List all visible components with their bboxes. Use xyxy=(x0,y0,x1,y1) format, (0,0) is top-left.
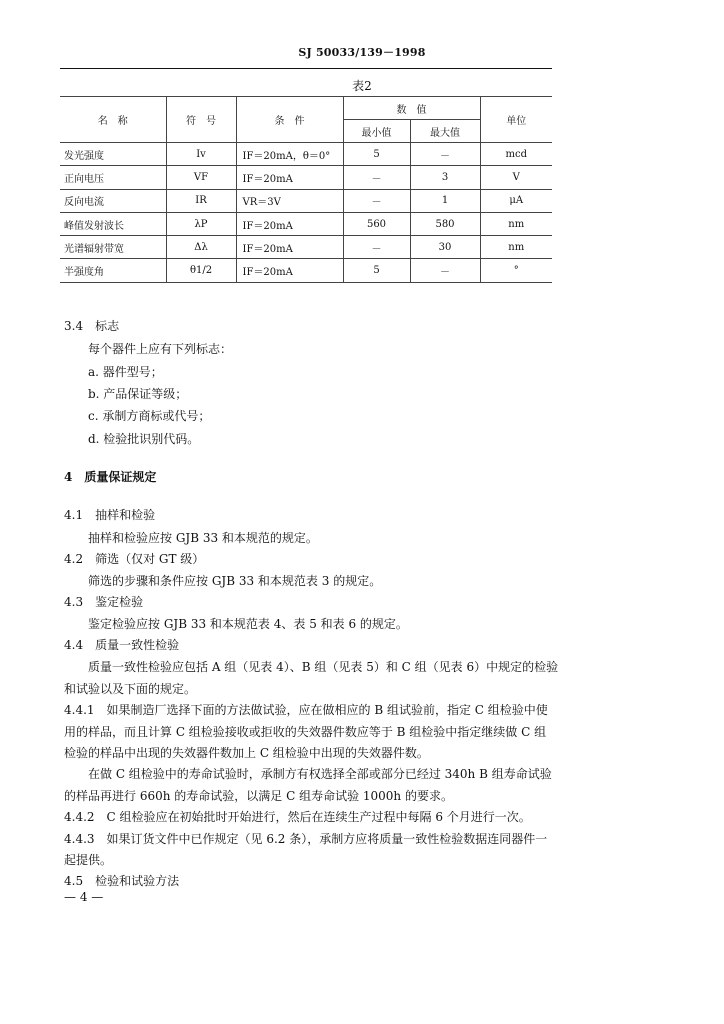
cell-max: 30 xyxy=(410,236,480,259)
table-row xyxy=(60,259,552,282)
spec-table xyxy=(60,96,552,283)
cell-unit: V xyxy=(480,166,552,189)
section-4-3-text: 鉴定检验应按 GJB 33 和本规范表 4、表 5 和表 6 的规定。 xyxy=(88,617,408,631)
table-row xyxy=(60,212,552,235)
section-3-4-intro: 每个器件上应有下列标志： xyxy=(88,342,233,356)
table-row xyxy=(60,143,552,166)
marking-item-d: d. 检验批识别代码。 xyxy=(88,432,200,446)
cell-name: 半强度角 xyxy=(60,259,166,282)
cell-max: 580 xyxy=(410,212,480,235)
life-test-line-1: 在做 C 组检验中的寿命试验时，承制方有权选择全部或部分已经过 340h B 组寿命试验 xyxy=(88,767,552,781)
section-4-heading: 4 质量保证规定 xyxy=(64,470,157,484)
section-3-4-heading: 3.4 标志 xyxy=(64,319,120,333)
cell-max: 3 xyxy=(410,166,480,189)
cell-symbol: Iv xyxy=(166,143,236,166)
table-row xyxy=(60,166,552,189)
page-number: — 4 — xyxy=(64,890,104,904)
section-4-4-1-line-2: 用的样品，而且计算 C 组检验接收或拒收的失效器件数应等于 B 组检验中指定继续做 C 组 xyxy=(64,725,547,739)
header-name: 名 称 xyxy=(60,97,166,143)
header-unit: 单位 xyxy=(480,97,552,143)
cell-condition: IF＝20mA xyxy=(236,166,343,189)
document-code: SJ 50033/139－1998 xyxy=(298,46,426,59)
section-4-2-heading: 4.2 筛选（仅对 GT 级） xyxy=(64,552,205,566)
cell-min: － xyxy=(343,189,410,212)
section-4-1-text: 抽样和检验应按 GJB 33 和本规范的规定。 xyxy=(88,531,318,545)
table-row xyxy=(60,236,552,259)
cell-condition: IF＝20mA xyxy=(236,259,343,282)
cell-condition: IF＝20mA xyxy=(236,212,343,235)
header-condition: 条 件 xyxy=(236,97,343,143)
header-value: 数 值 xyxy=(343,97,480,120)
cell-symbol: VF xyxy=(166,166,236,189)
section-4-1-heading: 4.1 抽样和检验 xyxy=(64,508,156,522)
header-symbol: 符 号 xyxy=(166,97,236,143)
section-4-4-3-line-2: 起提供。 xyxy=(64,853,113,867)
cell-max: － xyxy=(410,143,480,166)
cell-min: － xyxy=(343,166,410,189)
cell-name: 正向电压 xyxy=(60,166,166,189)
life-test-line-2: 的样品再进行 660h 的寿命试验，以满足 C 组寿命试验 1000h 的要求。 xyxy=(64,789,453,803)
cell-symbol: θ1/2 xyxy=(166,259,236,282)
table-header-row xyxy=(60,97,552,120)
cell-min: 5 xyxy=(343,143,410,166)
cell-max: － xyxy=(410,259,480,282)
section-4-4-2-text: 4.4.2 C 组检验应在初始批时开始进行，然后在连续生产过程中每隔 6 个月进行一次。 xyxy=(64,810,531,824)
cell-symbol: λP xyxy=(166,212,236,235)
header-min: 最小值 xyxy=(343,120,410,143)
cell-condition: VR＝3V xyxy=(236,189,343,212)
section-4-4-3-line-1: 4.4.3 如果订货文件中已作规定（见 6.2 条），承制方应将质量一致性检验数据连同器件一 xyxy=(64,832,548,846)
cell-name: 峰值发射波长 xyxy=(60,212,166,235)
cell-symbol: IR xyxy=(166,189,236,212)
section-4-4-heading: 4.4 质量一致性检验 xyxy=(64,638,180,652)
cell-symbol: Δλ xyxy=(166,236,236,259)
marking-item-b: b. 产品保证等级； xyxy=(88,387,188,401)
cell-condition: IF＝20mA xyxy=(236,236,343,259)
section-4-4-1-line-3: 检验的样品中出现的失效器件数加上 C 组检验中出现的失效器件数。 xyxy=(64,746,429,760)
section-4-2-text: 筛选的步骤和条件应按 GJB 33 和本规范表 3 的规定。 xyxy=(88,574,382,588)
cell-unit: mcd xyxy=(480,143,552,166)
cell-unit: nm xyxy=(480,212,552,235)
table-row xyxy=(60,189,552,212)
cell-unit: ° xyxy=(480,259,552,282)
cell-name: 光谱辐射带宽 xyxy=(60,236,166,259)
cell-min: 5 xyxy=(343,259,410,282)
table-title: 表2 xyxy=(352,79,372,93)
cell-name: 反向电流 xyxy=(60,189,166,212)
marking-item-c: c. 承制方商标或代号； xyxy=(88,409,211,423)
section-4-4-1-line-1: 4.4.1 如果制造厂选择下面的方法做试验，应在做相应的 B 组试验前，指定 C 组检验中使 xyxy=(64,703,548,717)
section-4-4-line-1: 质量一致性检验应包括 A 组（见表 4）、B 组（见表 5）和 C 组（见表 6）中规定的检验 xyxy=(88,660,559,674)
cell-min: 560 xyxy=(343,212,410,235)
cell-unit: nm xyxy=(480,236,552,259)
cell-condition: IF＝20mA，θ＝0° xyxy=(236,143,343,166)
section-4-4-line-2: 和试验以及下面的规定。 xyxy=(64,682,197,696)
cell-max: 1 xyxy=(410,189,480,212)
marking-item-a: a. 器件型号； xyxy=(88,365,163,379)
cell-unit: μA xyxy=(480,189,552,212)
header-rule xyxy=(60,68,552,69)
cell-min: － xyxy=(343,236,410,259)
cell-name: 发光强度 xyxy=(60,143,166,166)
section-4-5-heading: 4.5 检验和试验方法 xyxy=(64,874,180,888)
header-max: 最大值 xyxy=(410,120,480,143)
section-4-3-heading: 4.3 鉴定检验 xyxy=(64,595,144,609)
